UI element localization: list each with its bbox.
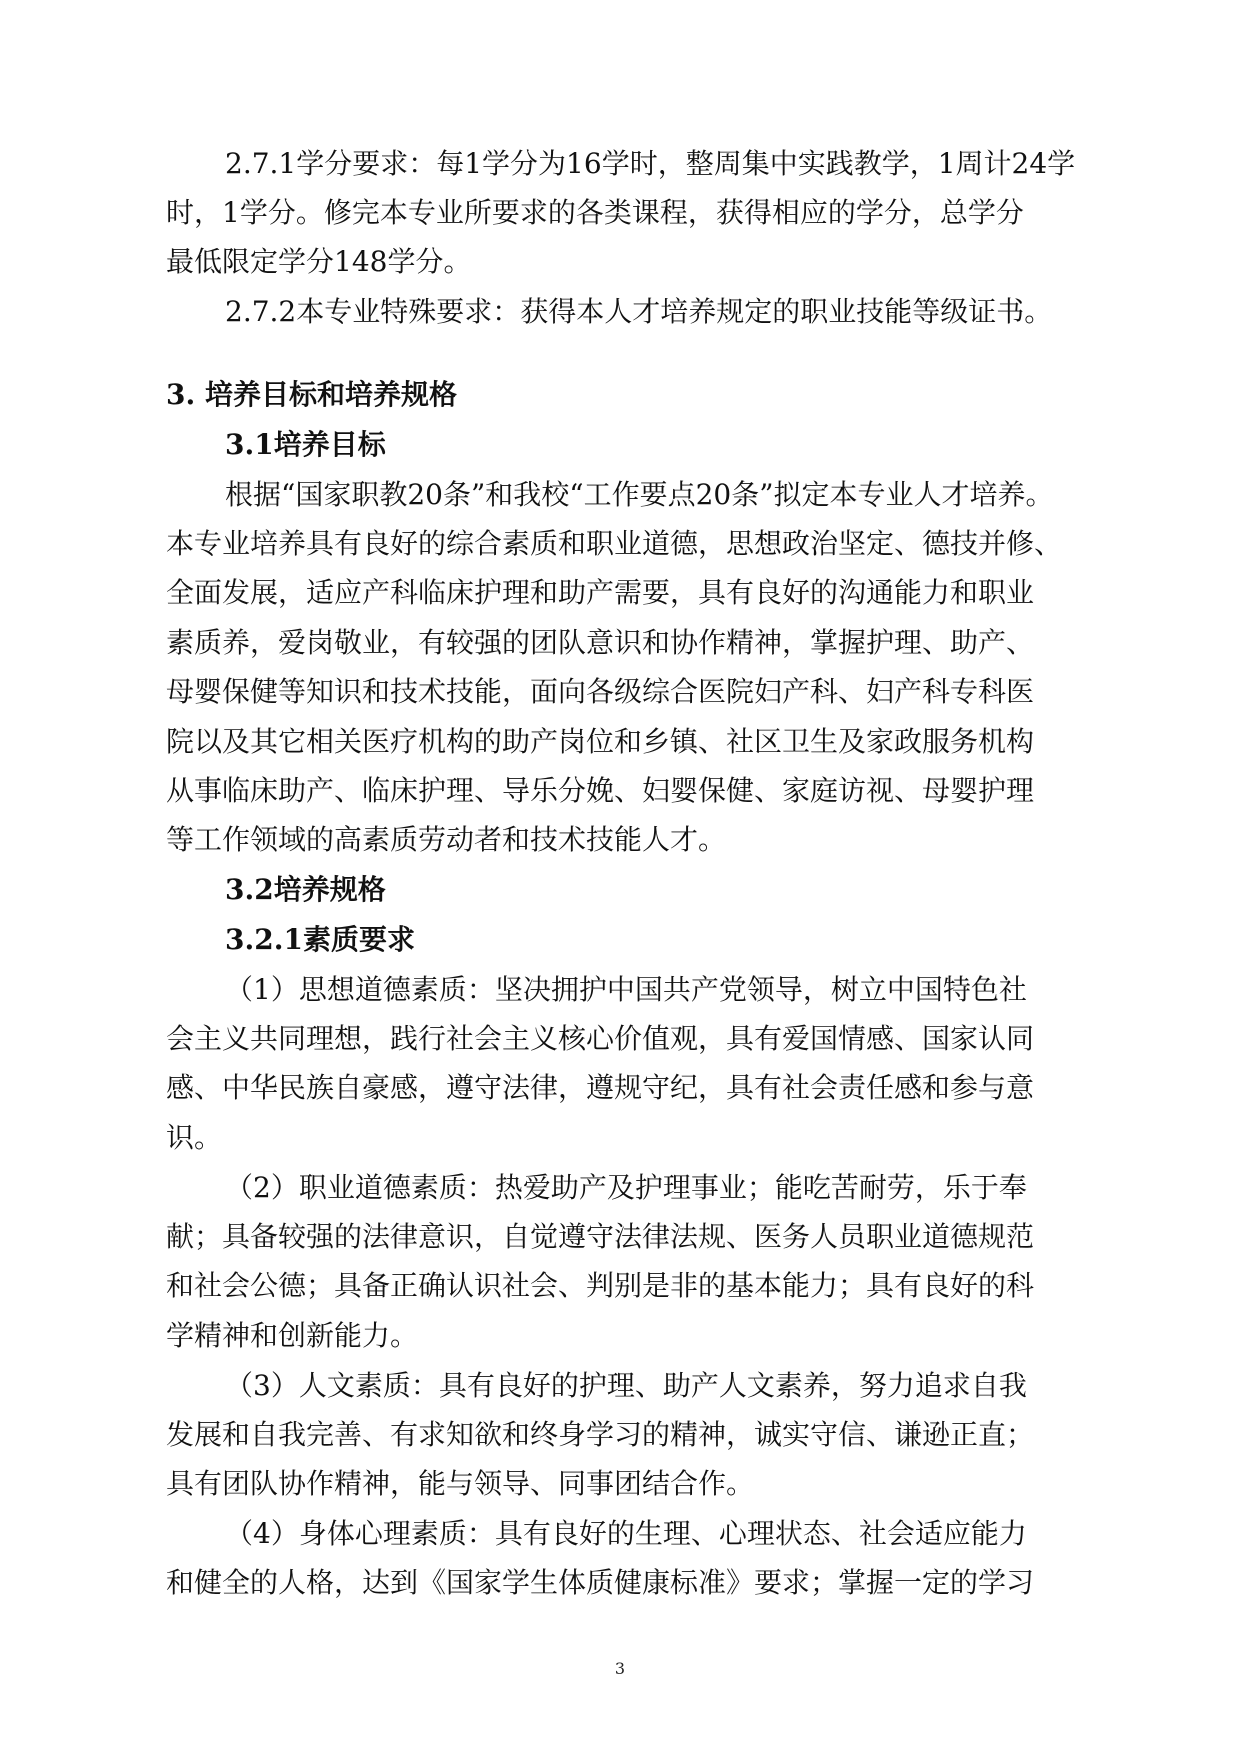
section-heading: 3. 培养目标和培养规格 bbox=[166, 378, 457, 411]
text-line: （3）人文素质：具有良好的护理、助产人文素养，努力追求自我 bbox=[225, 1369, 1027, 1402]
text-line: 等工作领域的高素质劳动者和技术技能人才。 bbox=[166, 823, 727, 856]
text-line: 最低限定学分148学分。 bbox=[166, 245, 472, 278]
text-line: 学精神和创新能力。 bbox=[166, 1319, 419, 1352]
text-line: 感、中华民族自豪感，遵守法律，遵规守纪，具有社会责任感和参与意 bbox=[166, 1071, 1035, 1104]
text-line: 具有团队协作精神，能与领导、同事团结合作。 bbox=[166, 1467, 755, 1500]
text-line: （4）身体心理素质：具有良好的生理、心理状态、社会适应能力 bbox=[225, 1517, 1027, 1550]
text-line: 素质养，爱岗敬业，有较强的团队意识和协作精神，掌握护理、助产、 bbox=[166, 626, 1035, 659]
text-line: 母婴保健等知识和技术技能，面向各级综合医院妇产科、妇产科专科医 bbox=[166, 675, 1035, 708]
text-line: 和健全的人格，达到《国家学生体质健康标准》要求；掌握一定的学习 bbox=[166, 1566, 1035, 1599]
text-line: 和社会公德；具备正确认识社会、判别是非的基本能力；具有良好的科 bbox=[166, 1269, 1035, 1302]
text-line: 会主义共同理想，践行社会主义核心价值观，具有爱国情感、国家认同 bbox=[166, 1022, 1035, 1055]
text-line: 全面发展，适应产科临床护理和助产需要，具有良好的沟通能力和职业 bbox=[166, 576, 1035, 609]
text-line: 发展和自我完善、有求知欲和终身学习的精神，诚实守信、谦逊正直； bbox=[166, 1418, 1035, 1451]
text-line: 时，1学分。修完本专业所要求的各类课程，获得相应的学分，总学分 bbox=[166, 196, 1024, 229]
subsection-heading: 3.2培养规格 bbox=[225, 873, 386, 906]
text-line: （2）职业道德素质：热爱助产及护理事业；能吃苦耐劳，乐于奉 bbox=[225, 1171, 1027, 1204]
subsection-heading: 3.2.1素质要求 bbox=[225, 923, 415, 956]
text-line: 院以及其它相关医疗机构的助产岗位和乡镇、社区卫生及家政服务机构 bbox=[166, 725, 1035, 758]
text-line: 本专业培养具有良好的综合素质和职业道德，思想政治坚定、德技并修、 bbox=[166, 527, 1063, 560]
text-line: 2.7.2本专业特殊要求：获得本人才培养规定的职业技能等级证书。 bbox=[225, 295, 1053, 328]
text-line: （1）思想道德素质：坚决拥护中国共产党领导，树立中国特色社 bbox=[225, 973, 1027, 1006]
text-line: 根据“国家职教20条”和我校“工作要点20条”拟定本专业人才培养。 bbox=[225, 478, 1054, 511]
subsection-heading: 3.1培养目标 bbox=[225, 428, 386, 461]
text-line: 识。 bbox=[166, 1121, 223, 1154]
page-number: 3 bbox=[614, 1659, 626, 1678]
text-line: 从事临床助产、临床护理、导乐分娩、妇婴保健、家庭访视、母婴护理 bbox=[166, 774, 1035, 807]
text-line: 2.7.1学分要求：每1学分为16学时，整周集中实践教学，1周计24学 bbox=[225, 147, 1076, 180]
text-line: 献；具备较强的法律意识，自觉遵守法律法规、医务人员职业道德规范 bbox=[166, 1220, 1035, 1253]
